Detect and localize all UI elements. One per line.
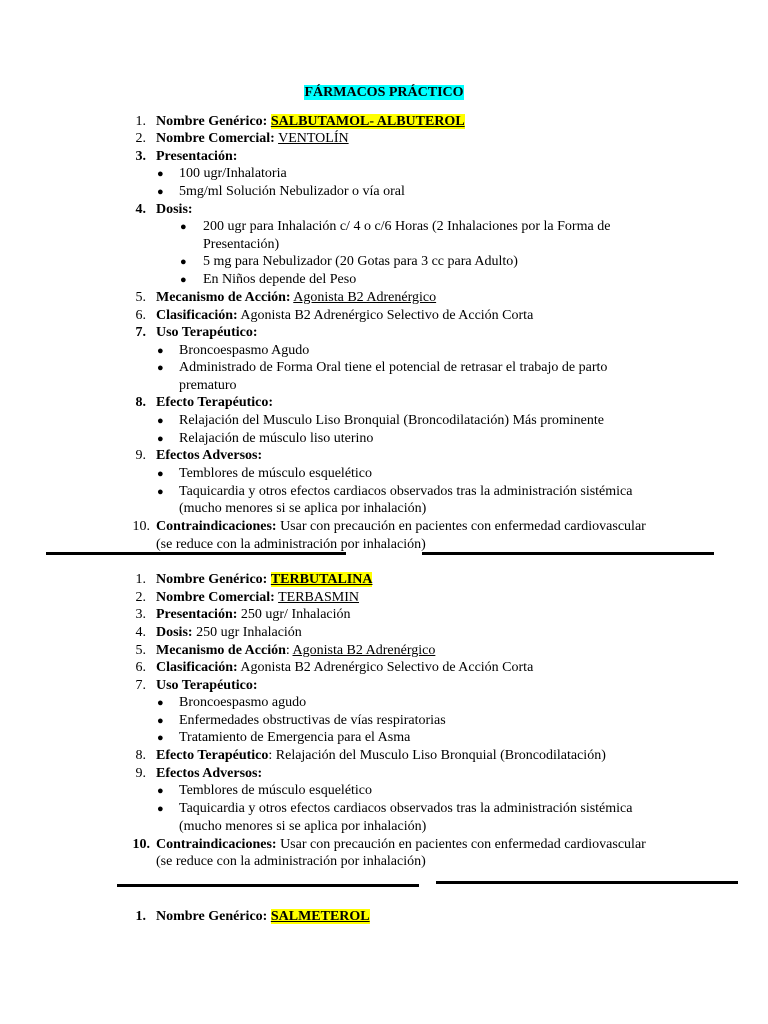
mechanism-value: Agonista B2 Adrenérgico — [293, 290, 437, 305]
item-number: 2. — [135, 590, 146, 605]
contraindications-row — [156, 836, 646, 854]
presentation-row — [156, 606, 351, 624]
adverse-effect-item: Temblores de músculo esquelético — [179, 783, 373, 798]
adverse-effects-label: Efectos Adversos: — [156, 766, 263, 781]
mechanism-label: Mecanismo de Acción: — [156, 290, 291, 305]
section-divider — [46, 552, 346, 555]
item-number: 1. — [135, 572, 146, 587]
dose-value: 250 ugr Inhalación — [196, 625, 302, 640]
page-title — [0, 84, 768, 102]
bullet-icon: ● — [157, 732, 164, 744]
contraindications-cont: (se reduce con la administración por inhalación) — [156, 854, 426, 869]
mechanism-row — [156, 289, 436, 307]
generic-name-label: Nombre Genérico: — [156, 114, 268, 129]
mechanism-value: Agonista B2 Adrenérgico — [292, 643, 436, 658]
adverse-effect-item: Taquicardia y otros efectos cardiacos observados tras la administración sistémica — [179, 484, 633, 499]
bullet-icon: ● — [157, 345, 164, 357]
item-number: 3. — [135, 149, 146, 164]
section-divider — [422, 552, 714, 555]
adverse-effect-item: Taquicardia y otros efectos cardiacos observados tras la administración sistémica — [179, 801, 633, 816]
therapeutic-use-item: Tratamiento de Emergencia para el Asma — [179, 730, 411, 745]
contraindications-value: Usar con precaución en pacientes con enfermedad cardiovascular — [280, 837, 646, 852]
contraindications-cont: (se reduce con la administración por inhalación) — [156, 537, 426, 552]
classification-value: Agonista B2 Adrenérgico Selectivo de Acción Corta — [240, 308, 534, 323]
generic-name-row — [156, 908, 370, 926]
brand-name-label: Nombre Comercial: — [156, 590, 275, 605]
generic-name-label: Nombre Genérico: — [156, 572, 268, 587]
item-number: 8. — [135, 395, 146, 410]
classification-row — [156, 659, 533, 677]
adverse-effect-item: Temblores de músculo esquelético — [179, 466, 373, 481]
dose-item-cont: Presentación) — [203, 237, 280, 252]
generic-name-value: SALMETEROL — [270, 909, 370, 924]
contraindications-row — [156, 518, 646, 536]
bullet-icon: ● — [157, 803, 164, 815]
therapeutic-use-item-cont: prematuro — [179, 378, 237, 393]
dose-label: Dosis: — [156, 625, 193, 640]
bullet-icon: ● — [157, 468, 164, 480]
bullet-icon: ● — [157, 486, 164, 498]
bullet-icon: ● — [157, 186, 164, 198]
item-number: 9. — [135, 448, 146, 463]
therapeutic-use-item: Broncoespasmo Agudo — [179, 343, 310, 358]
therapeutic-effect-label: Efecto Terapéutico: — [156, 395, 274, 410]
bullet-icon: ● — [157, 785, 164, 797]
item-number: 7. — [135, 325, 146, 340]
classification-value: Agonista B2 Adrenérgico Selectivo de Acción Corta — [240, 660, 534, 675]
item-number: 5. — [135, 643, 146, 658]
therapeutic-effect-row: Efecto Terapéutico: Relajación del Musculo Liso Bronquial (Broncodilatación) — [156, 748, 606, 763]
bullet-icon: ● — [180, 221, 187, 233]
therapeutic-effect-item: Relajación del Musculo Liso Bronquial (Broncodilatación) Más prominente — [179, 413, 604, 428]
item-number: 3. — [135, 607, 146, 622]
dose-label: Dosis: — [156, 202, 193, 217]
generic-name-label: Nombre Genérico: — [156, 909, 268, 924]
item-number: 7. — [135, 678, 146, 693]
classification-label: Clasificación: — [156, 308, 238, 323]
item-number: 1. — [135, 114, 146, 129]
generic-name-row — [156, 571, 372, 589]
adverse-effect-item-cont: (mucho menores si se aplica por inhalación) — [179, 501, 427, 516]
section-divider — [117, 884, 419, 887]
item-number: 4. — [135, 625, 146, 640]
therapeutic-use-item: Broncoespasmo agudo — [179, 695, 307, 710]
brand-name-row — [156, 589, 359, 607]
adverse-effects-label: Efectos Adversos: — [156, 448, 263, 463]
contraindications-label: Contraindicaciones: — [156, 837, 277, 852]
brand-name-label: Nombre Comercial: — [156, 131, 275, 146]
bullet-icon: ● — [157, 697, 164, 709]
item-number: 10. — [132, 837, 150, 852]
therapeutic-effect-value: Relajación del Musculo Liso Bronquial (Broncodilatación) — [275, 748, 606, 763]
bullet-icon: ● — [180, 274, 187, 286]
presentation-label: Presentación: — [156, 149, 238, 164]
brand-name-value: VENTOLÍN — [278, 131, 349, 146]
item-number: 1. — [135, 909, 146, 924]
item-number: 8. — [135, 748, 146, 763]
dose-row — [156, 624, 302, 642]
generic-name-row — [156, 113, 465, 131]
therapeutic-effect-item: Relajación de músculo liso uterino — [179, 431, 374, 446]
item-number: 10. — [132, 519, 150, 534]
mechanism-row: Mecanismo de Acción: Agonista B2 Adrenérgico — [156, 643, 436, 658]
presentation-label: Presentación: — [156, 607, 238, 622]
contraindications-label: Contraindicaciones: — [156, 519, 277, 534]
classification-row — [156, 307, 533, 325]
bullet-icon: ● — [180, 256, 187, 268]
item-number: 2. — [135, 131, 146, 146]
brand-name-row — [156, 130, 349, 148]
presentation-value: 250 ugr/ Inhalación — [240, 607, 351, 622]
therapeutic-use-item: Administrado de Forma Oral tiene el potencial de retrasar el trabajo de parto — [179, 360, 608, 375]
adverse-effect-item-cont: (mucho menores si se aplica por inhalación) — [179, 819, 427, 834]
generic-name-value: TERBUTALINA — [270, 572, 373, 587]
therapeutic-use-item: Enfermedades obstructivas de vías respiratorias — [179, 713, 446, 728]
presentation-item: 100 ugr/Inhalatoria — [179, 166, 287, 181]
presentation-item: 5mg/ml Solución Nebulizador o vía oral — [179, 184, 405, 199]
mechanism-label: Mecanismo de Acción — [156, 643, 286, 658]
bullet-icon: ● — [157, 715, 164, 727]
dose-item: En Niños depende del Peso — [203, 272, 357, 287]
therapeutic-use-label: Uso Terapéutico: — [156, 325, 258, 340]
bullet-icon: ● — [157, 168, 164, 180]
dose-item: 200 ugr para Inhalación c/ 4 o c/6 Horas (2 Inhalaciones por la Forma de — [203, 219, 611, 234]
page-title-text: FÁRMACOS PRÁCTICO — [304, 85, 464, 100]
bullet-icon: ● — [157, 433, 164, 445]
bullet-icon: ● — [157, 362, 164, 374]
brand-name-value: TERBASMIN — [278, 590, 359, 605]
classification-label: Clasificación: — [156, 660, 238, 675]
item-number: 4. — [135, 202, 146, 217]
item-number: 6. — [135, 660, 146, 675]
contraindications-value: Usar con precaución en pacientes con enfermedad cardiovascular — [280, 519, 646, 534]
item-number: 6. — [135, 308, 146, 323]
bullet-icon: ● — [157, 415, 164, 427]
therapeutic-use-label: Uso Terapéutico: — [156, 678, 258, 693]
generic-name-value: SALBUTAMOL- ALBUTEROL — [270, 114, 465, 129]
therapeutic-effect-label: Efecto Terapéutico — [156, 748, 269, 763]
item-number: 5. — [135, 290, 146, 305]
item-number: 9. — [135, 766, 146, 781]
dose-item: 5 mg para Nebulizador (20 Gotas para 3 cc para Adulto) — [203, 254, 518, 269]
section-divider — [436, 881, 738, 884]
